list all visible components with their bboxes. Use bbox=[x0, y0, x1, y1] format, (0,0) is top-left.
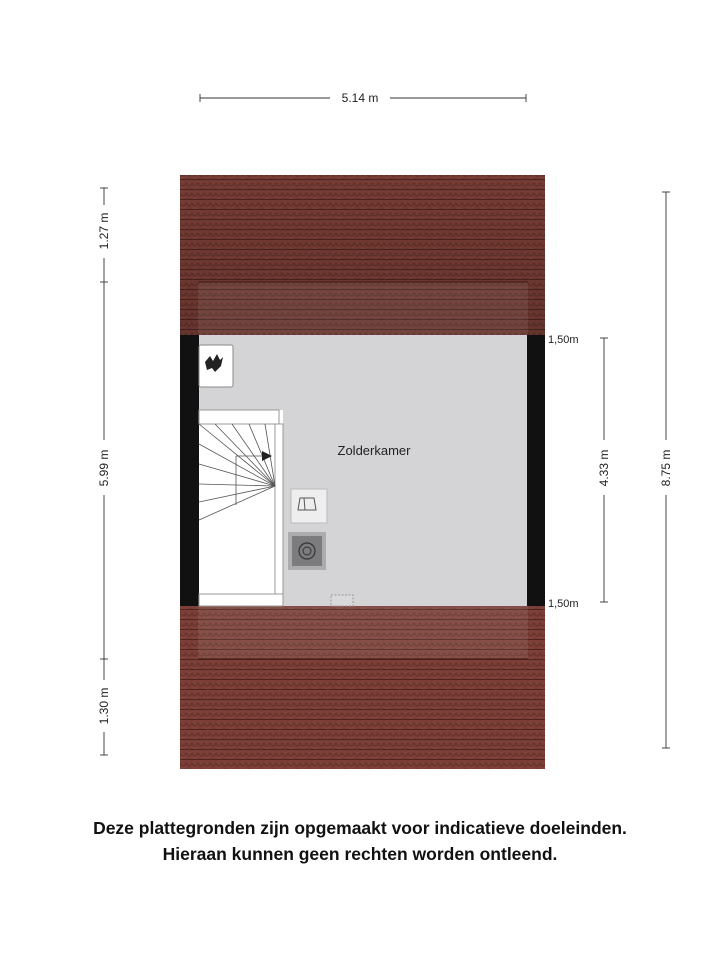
staircase bbox=[199, 410, 283, 606]
right-total-label: 8.75 m bbox=[659, 449, 673, 487]
washing-machine-icon bbox=[288, 532, 326, 570]
roof-bottom bbox=[180, 606, 545, 769]
height-bottom-label: 1,50m bbox=[548, 598, 579, 610]
width-top-label: 5.14 m bbox=[341, 91, 379, 105]
disclaimer bbox=[0, 815, 720, 867]
wall-left bbox=[180, 335, 199, 606]
dryer-icon bbox=[291, 489, 327, 523]
left-middle-label: 5.99 m bbox=[97, 449, 111, 487]
height-top-label: 1,50m bbox=[548, 334, 579, 346]
roof-top bbox=[180, 175, 545, 335]
right-inner-label: 4.33 m bbox=[597, 449, 611, 487]
room-name: Zolderkamer bbox=[337, 443, 411, 458]
disclaimer-line-1: Deze plattegronden zijn opgemaakt voor indicatieve doeleinden. bbox=[93, 818, 627, 838]
boiler-icon bbox=[199, 345, 233, 387]
left-top-label: 1.27 m bbox=[97, 212, 111, 250]
wall-right bbox=[527, 335, 545, 606]
left-bottom-label: 1.30 m bbox=[97, 687, 111, 725]
hatch-icon bbox=[331, 595, 353, 606]
dimension-width-top bbox=[200, 91, 526, 105]
disclaimer-line-2: Hieraan kunnen geen rechten worden ontleend. bbox=[162, 844, 558, 864]
